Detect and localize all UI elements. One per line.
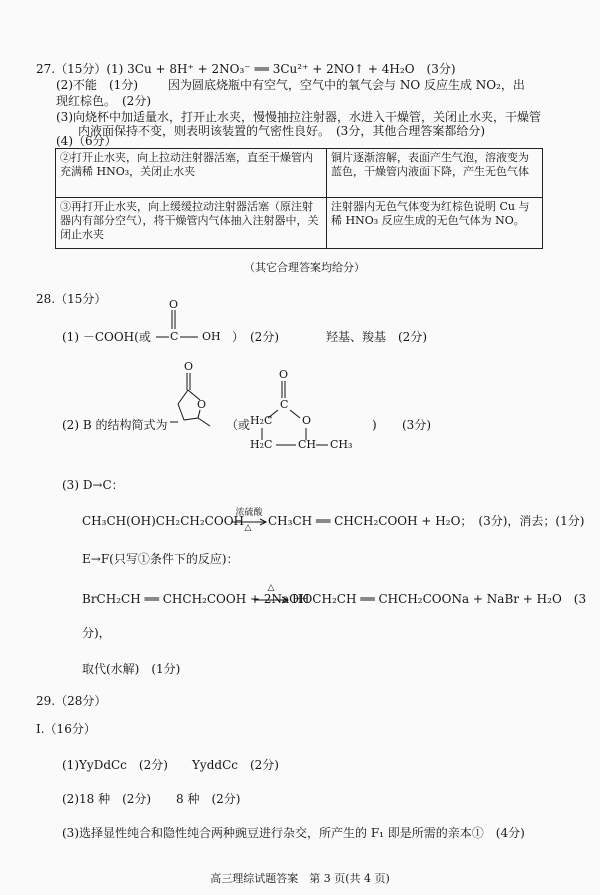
table-cell: ③再打开止水夹，向上缓缓拉动注射器活塞（原注射器内有部分空气），将干燥管内气体抽入注射器中，关闭止水夹 [56, 198, 327, 249]
table-row [56, 149, 543, 198]
q27-line5: 内液面保持不变，则表明该装置的气密性良好。 (3分，其他合理答案都给分) [78, 124, 486, 138]
q28-substitution: 取代(水解) (1分) [82, 662, 181, 676]
q28-p3: (3) D→C： [62, 478, 124, 492]
eq2-heat: △ [267, 583, 275, 593]
table-cell: 铜片逐渐溶解，表面产生气泡，溶液变为蓝色，干燥管内液面下降，产生无色气体 [327, 149, 543, 198]
q29-a3: (3)选择显性纯合和隐性纯合两种豌豆进行杂交，所产生的 F₁ 即是所需的亲本① (4分) [62, 826, 525, 840]
q29-a2: (2)18 种 (2分) [62, 792, 152, 806]
q27-line3: 现红棕色。 (2分) [56, 94, 151, 108]
q28-p2c: ) [372, 418, 377, 432]
q29-a1b: YyddCc (2分) [192, 758, 279, 772]
q28-p2a: (2) B 的结构简式为 [62, 418, 168, 432]
q28-eq2-right: HOCH₂CH ══ CHCH₂COONa + NaBr + H₂O (3 [292, 592, 587, 606]
q28-eq1-right: CH₃CH ══ CHCH₂COOH + H₂O； (3分)，消去；(1分) [268, 514, 585, 528]
page-footer: 高三理综试题答案 第 3 页(共 4 页) [210, 872, 390, 885]
q28-p1a: (1) －COOH(或 [62, 330, 151, 344]
q29-sub1: Ⅰ.（16分） [36, 722, 96, 736]
lactone-expanded-structure: O C H₂C O H₂C CH CH₃ [250, 368, 353, 451]
q28-eq1-left: CH₃CH(OH)CH₂CH₂COOH [82, 514, 245, 528]
q27-line2a: (2)不能 (1分) [56, 78, 138, 92]
eq1-condition: 浓硫酸 [235, 508, 263, 518]
q29-a1: (1)YyDdCc (2分) [62, 758, 168, 772]
q27-line1: 27.（15分）(1) 3Cu + 8H⁺ + 2NO₃⁻ ══ 3Cu²⁺ + 2NO↑ + 4H₂O (3分) [36, 62, 456, 76]
lactone-skeletal-structure: O O [170, 362, 220, 434]
q27-table [55, 148, 543, 249]
q27-line2b: 因为圆底烧瓶中有空气，空气中的氧气会与 NO 反应生成 NO₂，出 [168, 78, 525, 92]
carboxyl-structure: O C OH [169, 298, 221, 343]
q27-line4: (3)向烧杯中加适量水，打开止水夹，慢慢抽拉注射器，水进入干燥管，关闭止水夹，干燥管 [56, 110, 542, 124]
q29-a2b: 8 种 (2分) [176, 792, 241, 806]
table-row [56, 198, 543, 249]
table-cell: ②打开止水夹，向上拉动注射器活塞，直至干燥管内充满稀 HNO₃，关闭止水夹 [56, 149, 327, 198]
q29-head: 29.（28分） [36, 694, 107, 708]
q28-eq2-cont: 分)， [82, 626, 111, 640]
q28-p1b: ） (2分) [232, 330, 279, 344]
q28-p2d: (3分) [402, 418, 431, 432]
table-cell: 注射器内无色气体变为红棕色说明 Cu 与稀 HNO₃ 反应生成的无色气体为 NO。 [327, 198, 543, 249]
q28-p2b: （或 [226, 418, 251, 432]
q28-ef: E→F(只写①条件下的反应)： [82, 552, 239, 566]
eq2-arrow-icon [254, 596, 290, 604]
q28-head: 28.（15分） [36, 292, 107, 306]
q28-p1c: 羟基、羧基 (2分) [326, 330, 427, 344]
q27-line6: (4)（6分） [56, 134, 117, 148]
q27-note: （其它合理答案均给分） [244, 261, 365, 274]
eq1-heat: △ [244, 523, 252, 533]
q28-eq2-left: BrCH₂CH ══ CHCH₂COOH + 2NaOH [82, 592, 310, 606]
